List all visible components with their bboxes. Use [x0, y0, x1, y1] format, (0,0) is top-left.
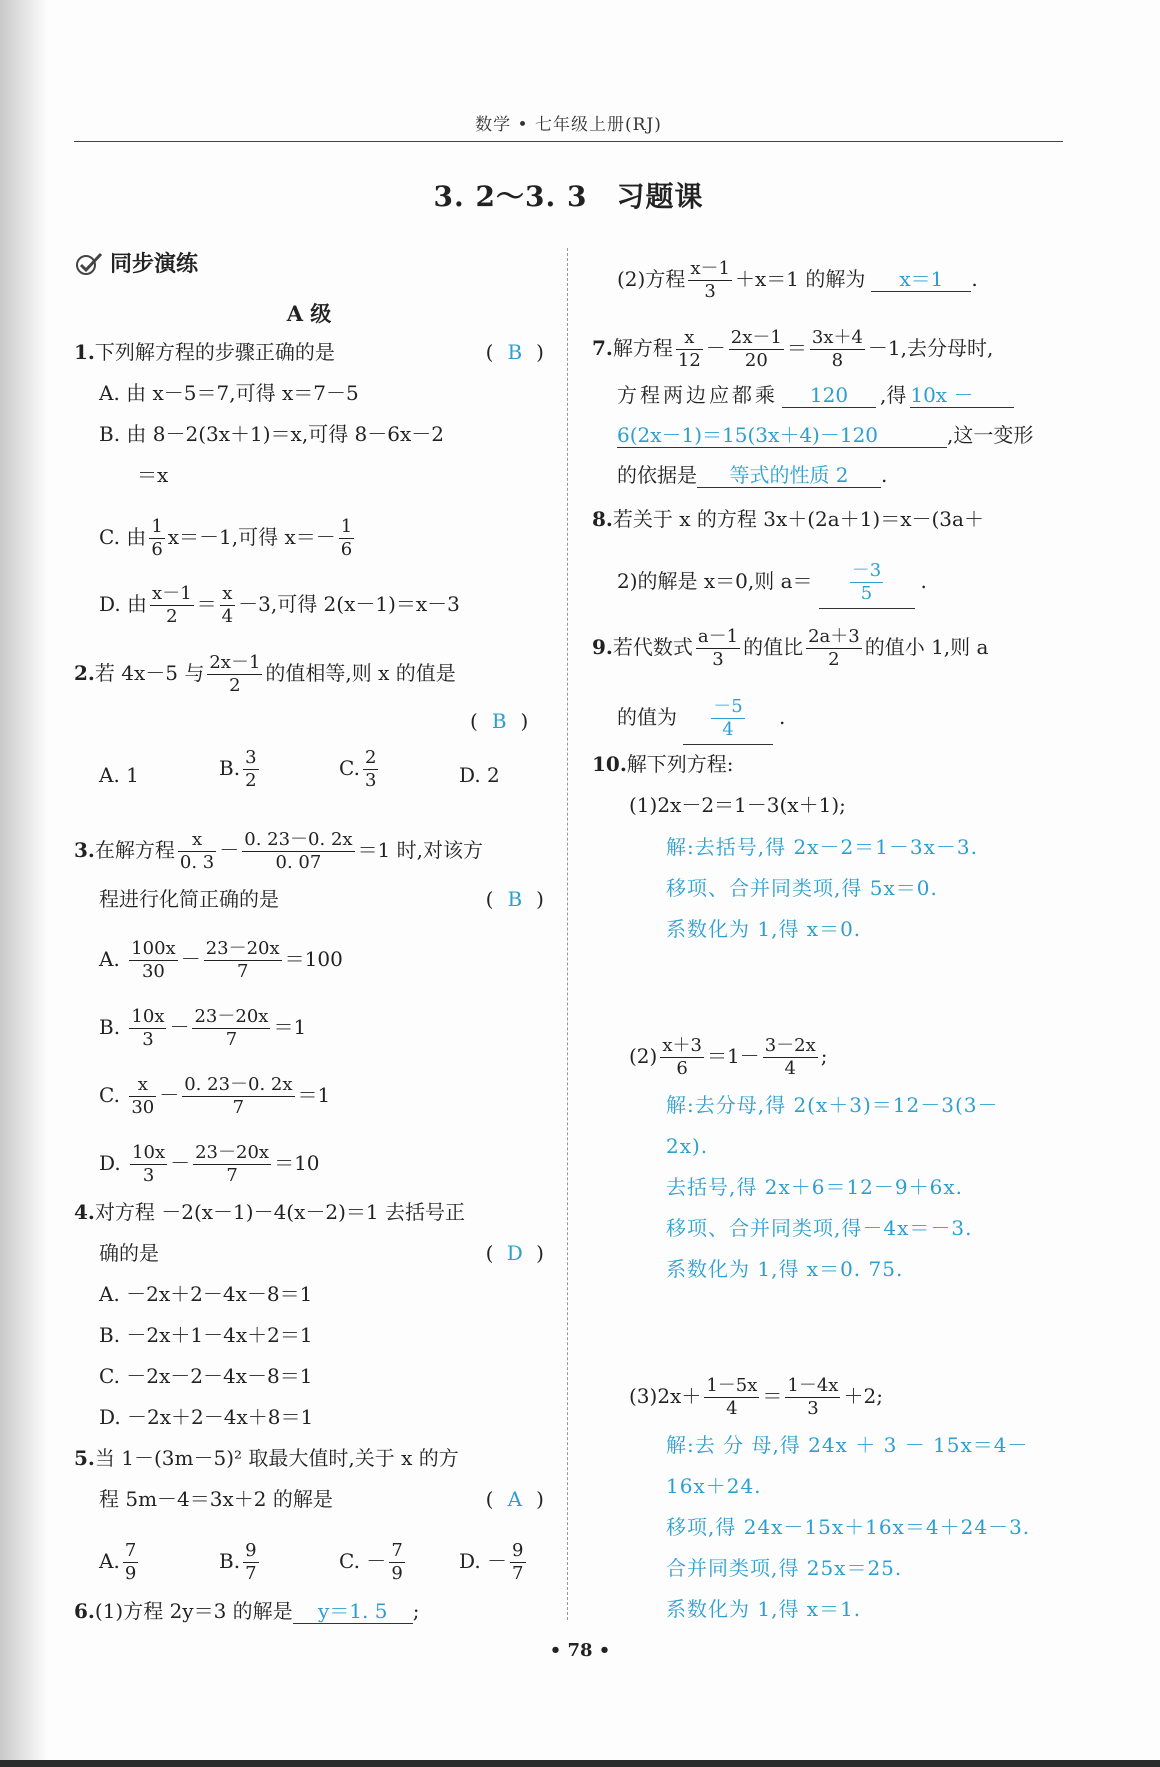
- option-d: D. －2x＋2－4x＋8＝1: [99, 1405, 314, 1429]
- fraction: $\frac{2x-1}{2}$: [209, 652, 261, 696]
- option-b: B. $\frac{3}{2}$: [219, 747, 257, 791]
- option-c: C. $\frac{2}{3}$: [339, 747, 377, 791]
- solution-line: 移项,得 24x－15x＋16x＝4＋24－3.: [666, 1515, 1031, 1539]
- answer-blank: x＝1: [871, 267, 971, 292]
- option-b: B. 由 8－2(3x＋1)＝x,可得 8－6x－2: [99, 422, 444, 446]
- answer-choice: A: [507, 1487, 523, 1511]
- fraction: $\frac{0. 23-0. 2x}{0. 07}$: [244, 829, 353, 873]
- bottom-bar: [0, 1760, 1160, 1767]
- solution-line: 系数化为 1,得 x＝0.: [666, 917, 862, 941]
- option-a: A. 1: [99, 763, 139, 787]
- question-5: 5.当 1－(3m－5)² 取最大值时,关于 x 的方: [74, 1446, 459, 1470]
- answer-choice: B: [507, 887, 523, 911]
- option-d: D. 由 $\frac{x-1}{2}$ ＝ $\frac{x}{4}$ －3,可得 2(x－1)＝x－3: [99, 583, 460, 627]
- answer-blank: 等式的性质 2: [697, 463, 881, 488]
- column-divider: [567, 248, 568, 1620]
- section-heading: [74, 250, 198, 278]
- question-6: 6.(1)方程 2y＝3 的解是 y＝1. 5 ;: [74, 1599, 420, 1623]
- question-7-line-3: 6(2x－1)＝15(3x＋4)－120 ,这一变形: [617, 423, 1034, 447]
- page-number: • 78 •: [549, 1640, 611, 1661]
- solution-line: 去括号,得 2x＋6＝12－9＋6x.: [666, 1175, 963, 1199]
- option-c: C. －2x－2－4x－8＝1: [99, 1364, 313, 1388]
- question-7: 7.解方程 $\frac{x}{12}$ － $\frac{2x-1}{20}$ ＝ $\frac{3x+4}{8}$ －1,去分母时,: [592, 327, 994, 371]
- question-9: 9.若代数式 $\frac{a-1}{3}$ 的值比 $\frac{2a+3}{2}$ 的值小 1,则 a: [592, 626, 989, 670]
- fraction: $\frac{x-1}{2}$: [152, 583, 192, 627]
- solution-line: 解:去 分 母,得 24x ＋ 3 － 15x＝4－: [666, 1433, 1029, 1457]
- option-a: A. 由 x－5＝7,可得 x＝7－5: [99, 381, 359, 405]
- solution-line: 系数化为 1,得 x＝1.: [666, 1597, 862, 1621]
- option-c: C. － $\frac{7}{9}$: [339, 1540, 403, 1584]
- header-rule: [74, 141, 1063, 142]
- fraction: $\frac{x}{0. 3}$: [179, 829, 215, 873]
- answer-choice: B: [507, 340, 523, 364]
- solution-line: 移项、合并同类项,得－4x＝－3.: [666, 1216, 973, 1240]
- page-title: 3. 2～3. 3 习题课: [433, 180, 704, 213]
- option-a: A. －2x＋2－4x－8＝1: [99, 1282, 313, 1306]
- question-8: 8.若关于 x 的方程 3x＋(2a＋1)＝x－(3a＋: [592, 507, 984, 531]
- solution-line: 解:去括号,得 2x－2＝1－3x－3.: [666, 835, 978, 859]
- question-2: 2.若 4x－5 与 $\frac{2x-1}{2}$ 的值相等,则 x 的值是: [74, 652, 456, 696]
- fraction: $\frac{1}{6}$: [151, 516, 163, 560]
- option-b: B. $\frac{9}{7}$: [219, 1540, 257, 1584]
- answer-paren: ( B ): [485, 887, 544, 911]
- answer-paren: ( D ): [485, 1241, 544, 1265]
- option-a: A. $\frac{7}{9}$: [99, 1540, 137, 1584]
- fraction: $\frac{x}{4}$: [221, 583, 234, 627]
- question-4: 4.对方程 －2(x－1)－4(x－2)＝1 去括号正: [74, 1200, 465, 1224]
- option-a: A. $\frac{100x}{30}$ － $\frac{23-20x}{7}$ ＝100: [99, 938, 343, 982]
- question-5-cont: 程 5m－4＝3x＋2 的解是 ( A ): [99, 1487, 544, 1511]
- solution-line: 系数化为 1,得 x＝0. 75.: [666, 1257, 904, 1281]
- answer-blank: 6(2x－1)＝15(3x＋4)－120: [617, 423, 947, 448]
- question-10-part-3: (3)2x＋ $\frac{1-5x}{4}$ ＝ $\frac{1-4x}{3}$ ＋2;: [629, 1375, 883, 1419]
- answer-blank: 120: [782, 383, 876, 408]
- solution-line: 解:去分母,得 2(x＋3)＝12－3(3－: [666, 1093, 999, 1117]
- grade-label: A 级: [286, 301, 332, 326]
- question-3: 3.在解方程 $\frac{x}{0. 3}$ － $\frac{0. 23-0. 2x}{0. 07}$ ＝1 时,对该方: [74, 829, 484, 873]
- question-1: 1.下列解方程的步骤正确的是 ( B ): [74, 340, 544, 364]
- option-d: D. 2: [459, 763, 500, 787]
- option-d: D. $\frac{10x}{3}$ － $\frac{23-20x}{7}$ ＝10: [99, 1142, 320, 1186]
- question-7-line-2: 方程两边应都乘 120 ,得 10x －: [617, 381, 1014, 409]
- checkmark-icon: [74, 251, 104, 277]
- question-10-part-2: (2) $\frac{x+3}{6}$ ＝1－ $\frac{3-2x}{4}$ ;: [629, 1035, 828, 1079]
- option-c: C. $\frac{x}{30}$ － $\frac{0. 23-0. 2x}{7}$ ＝1: [99, 1074, 331, 1118]
- answer-paren: ( B ): [470, 709, 529, 733]
- answer-paren: ( A ): [485, 1487, 544, 1511]
- answer-blank: $\frac{-5}{4}$: [683, 696, 773, 745]
- question-4-cont: 确的是 ( D ): [99, 1241, 544, 1265]
- solution-line: 16x＋24.: [666, 1474, 762, 1498]
- question-7-line-4: 的依据是 等式的性质 2 .: [617, 463, 888, 487]
- answer-blank: $\frac{-3}{5}$: [819, 560, 915, 609]
- option-b: B. $\frac{10x}{3}$ － $\frac{23-20x}{7}$ ＝1: [99, 1006, 307, 1050]
- answer-paren: ( B ): [485, 340, 544, 364]
- answer-blank: 10x －: [910, 383, 1014, 408]
- question-10: 10.解下列方程:: [592, 752, 734, 776]
- option-d: D. － $\frac{9}{7}$: [459, 1540, 524, 1584]
- solution-line: 合并同类项,得 25x＝25.: [666, 1556, 903, 1580]
- fraction: $\frac{1}{6}$: [340, 516, 353, 560]
- running-header: 数学 • 七年级上册(RJ): [475, 115, 662, 135]
- question-3-cont: 程进行化简正确的是 ( B ): [99, 887, 544, 911]
- page-edge-shadow: [0, 0, 48, 1767]
- question-8-line-2: 2)的解是 x＝0,则 a＝ $\frac{-3}{5}$ .: [617, 560, 927, 609]
- question-10-part-1: (1)2x－2＝1－3(x＋1);: [629, 793, 846, 817]
- section-heading-text: 同步演练: [110, 251, 199, 277]
- solution-line: 2x).: [666, 1134, 709, 1158]
- option-b-cont: ＝x: [137, 463, 169, 487]
- answer-choice: D: [506, 1241, 523, 1265]
- answer-blank: y＝1. 5: [293, 1599, 413, 1624]
- question-6-part-2: (2)方程 $\frac{x-1}{3}$ ＋x＝1 的解为 x＝1 .: [617, 258, 978, 302]
- solution-line: 移项、合并同类项,得 5x＝0.: [666, 876, 938, 900]
- option-b: B. －2x＋1－4x＋2＝1: [99, 1323, 313, 1347]
- question-9-line-2: 的值为 $\frac{-5}{4}$ .: [617, 696, 785, 745]
- answer-choice: B: [491, 709, 507, 733]
- option-c: C. 由 $\frac{1}{6}$ x＝－1,可得 x＝－ $\frac{1}{6}$: [99, 516, 353, 560]
